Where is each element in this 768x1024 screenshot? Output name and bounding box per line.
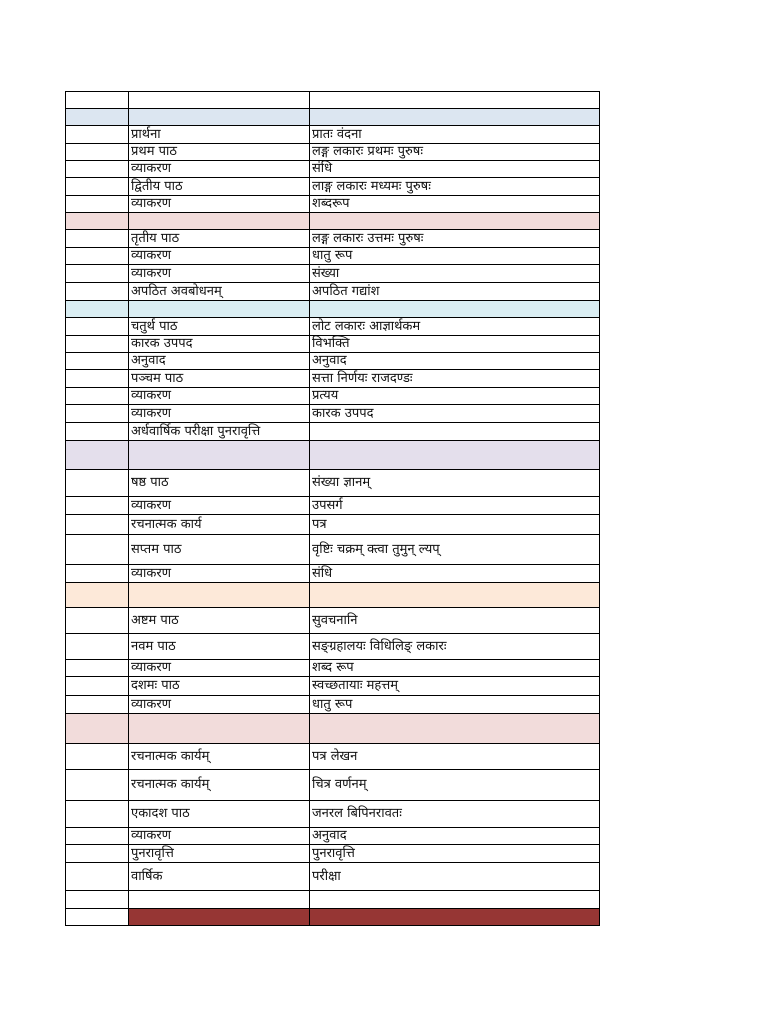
row-number-cell — [66, 213, 129, 230]
content-cell: संख्या — [310, 265, 600, 283]
topic-cell — [129, 301, 310, 318]
table-row — [66, 336, 600, 353]
table-row — [66, 744, 600, 770]
content-cell: अनुवाद — [310, 828, 600, 845]
row-number-cell — [66, 497, 129, 515]
row-number-cell — [66, 196, 129, 213]
topic-cell: व्याकरण — [129, 696, 310, 714]
topic-cell: कारक उपपद — [129, 336, 310, 353]
row-number-cell — [66, 696, 129, 714]
topic-cell: व्याकरण — [129, 388, 310, 405]
table-row — [66, 144, 600, 161]
content-cell: अनुवाद — [310, 353, 600, 370]
section-band-row — [66, 714, 600, 744]
content-cell — [310, 423, 600, 441]
table-row — [66, 318, 600, 336]
row-number-cell — [66, 405, 129, 423]
content-cell — [310, 583, 600, 608]
row-number-cell — [66, 178, 129, 196]
content-cell: लाङ्ग लकारः मध्यमः पुरुषः — [310, 178, 600, 196]
content-cell: जनरल बिपिनरावतः — [310, 801, 600, 828]
topic-cell: अष्टम पाठ — [129, 608, 310, 634]
row-number-cell — [66, 283, 129, 301]
topic-cell: अपठित अवबोधनम् — [129, 283, 310, 301]
content-cell: संधि — [310, 565, 600, 583]
content-cell — [310, 109, 600, 126]
table-row — [66, 497, 600, 515]
table-row — [66, 161, 600, 178]
section-band-row — [66, 213, 600, 230]
table-row — [66, 770, 600, 801]
content-cell: चित्र वर्णनम् — [310, 770, 600, 801]
topic-cell: व्याकरण — [129, 565, 310, 583]
content-cell: उपसर्ग — [310, 497, 600, 515]
table-row — [66, 196, 600, 213]
row-number-cell — [66, 677, 129, 696]
table-row — [66, 283, 600, 301]
table-row — [66, 891, 600, 909]
table-row — [66, 92, 600, 109]
table-row — [66, 265, 600, 283]
table-row — [66, 863, 600, 891]
topic-cell: व्याकरण — [129, 828, 310, 845]
table-row — [66, 405, 600, 423]
row-number-cell — [66, 353, 129, 370]
topic-cell: चतुर्थ पाठ — [129, 318, 310, 336]
row-number-cell — [66, 608, 129, 634]
row-number-cell — [66, 470, 129, 497]
topic-cell — [129, 909, 310, 926]
row-number-cell — [66, 744, 129, 770]
row-number-cell — [66, 565, 129, 583]
content-cell: पुनरावृत्ति — [310, 845, 600, 863]
row-number-cell — [66, 301, 129, 318]
content-cell — [310, 714, 600, 744]
topic-cell — [129, 213, 310, 230]
row-number-cell — [66, 265, 129, 283]
content-cell: शब्द रूप — [310, 660, 600, 677]
topic-cell: प्रथम पाठ — [129, 144, 310, 161]
topic-cell: व्याकरण — [129, 660, 310, 677]
topic-cell: वार्षिक — [129, 863, 310, 891]
topic-cell: रचनात्मक कार्यम् — [129, 744, 310, 770]
section-band-row — [66, 909, 600, 926]
table-row — [66, 677, 600, 696]
content-cell: सङ्ग्रहालयः विधिलिङ् लकारः — [310, 634, 600, 660]
row-number-cell — [66, 535, 129, 565]
content-cell: संख्या ज्ञानम् — [310, 470, 600, 497]
row-number-cell — [66, 161, 129, 178]
row-number-cell — [66, 770, 129, 801]
row-number-cell — [66, 441, 129, 470]
topic-cell: पुनरावृत्ति — [129, 845, 310, 863]
table-row — [66, 535, 600, 565]
row-number-cell — [66, 230, 129, 248]
topic-cell: षष्ठ पाठ — [129, 470, 310, 497]
row-number-cell — [66, 515, 129, 535]
content-cell — [310, 441, 600, 470]
content-cell: विभक्ति — [310, 336, 600, 353]
topic-cell: व्याकरण — [129, 196, 310, 213]
content-cell: शब्दरूप — [310, 196, 600, 213]
row-number-cell — [66, 660, 129, 677]
section-band-row — [66, 301, 600, 318]
content-cell: वृष्टिः चक्रम् क्त्वा तुमुन् ल्यप् — [310, 535, 600, 565]
topic-cell — [129, 92, 310, 109]
topic-cell: तृतीय पाठ — [129, 230, 310, 248]
row-number-cell — [66, 92, 129, 109]
row-number-cell — [66, 863, 129, 891]
topic-cell: व्याकरण — [129, 161, 310, 178]
table-row — [66, 515, 600, 535]
content-cell: पत्र लेखन — [310, 744, 600, 770]
section-band-row — [66, 441, 600, 470]
table-row — [66, 565, 600, 583]
content-cell — [310, 891, 600, 909]
topic-cell: रचनात्मक कार्यम् — [129, 770, 310, 801]
topic-cell: अनुवाद — [129, 353, 310, 370]
content-cell — [310, 92, 600, 109]
row-number-cell — [66, 583, 129, 608]
row-number-cell — [66, 126, 129, 144]
topic-cell — [129, 441, 310, 470]
table-row — [66, 178, 600, 196]
row-number-cell — [66, 144, 129, 161]
row-number-cell — [66, 388, 129, 405]
content-cell: सुवचनानि — [310, 608, 600, 634]
content-cell: सत्ता निर्णयः राजदण्डः — [310, 370, 600, 388]
table-row — [66, 660, 600, 677]
topic-cell: सप्तम पाठ — [129, 535, 310, 565]
topic-cell: व्याकरण — [129, 265, 310, 283]
row-number-cell — [66, 801, 129, 828]
table-row — [66, 423, 600, 441]
table-row — [66, 608, 600, 634]
row-number-cell — [66, 248, 129, 265]
content-cell: संधि — [310, 161, 600, 178]
content-cell: धातु रूप — [310, 248, 600, 265]
content-cell: कारक उपपद — [310, 405, 600, 423]
row-number-cell — [66, 336, 129, 353]
row-number-cell — [66, 423, 129, 441]
content-cell: स्वच्छतायाः महत्तम् — [310, 677, 600, 696]
table-row — [66, 126, 600, 144]
topic-cell: व्याकरण — [129, 405, 310, 423]
topic-cell: द्वितीय पाठ — [129, 178, 310, 196]
table-row — [66, 801, 600, 828]
row-number-cell — [66, 845, 129, 863]
content-cell: परीक्षा — [310, 863, 600, 891]
topic-cell: व्याकरण — [129, 248, 310, 265]
row-number-cell — [66, 909, 129, 926]
section-band-row — [66, 583, 600, 608]
row-number-cell — [66, 109, 129, 126]
table-row — [66, 230, 600, 248]
topic-cell: अर्धवार्षिक परीक्षा पुनरावृत्ति — [129, 423, 310, 441]
content-cell — [310, 909, 600, 926]
table-row — [66, 353, 600, 370]
content-cell: लोट लकारः आज्ञार्थकम — [310, 318, 600, 336]
topic-cell: व्याकरण — [129, 497, 310, 515]
content-cell — [310, 301, 600, 318]
topic-cell: एकादश पाठ — [129, 801, 310, 828]
content-cell: पत्र — [310, 515, 600, 535]
row-number-cell — [66, 318, 129, 336]
content-cell: प्रत्यय — [310, 388, 600, 405]
syllabus-rows — [66, 92, 600, 926]
row-number-cell — [66, 714, 129, 744]
topic-cell — [129, 714, 310, 744]
row-number-cell — [66, 828, 129, 845]
content-cell: अपठित गद्यांश — [310, 283, 600, 301]
content-cell: धातु रूप — [310, 696, 600, 714]
topic-cell: पञ्चम पाठ — [129, 370, 310, 388]
table-row — [66, 828, 600, 845]
content-cell: लङ्ग लकारः उत्तमः पुरुषः — [310, 230, 600, 248]
table-row — [66, 696, 600, 714]
topic-cell: रचनात्मक कार्य — [129, 515, 310, 535]
topic-cell — [129, 109, 310, 126]
content-cell: लङ्ग लकारः प्रथमः पुरुषः — [310, 144, 600, 161]
content-cell: प्रातः वंदना — [310, 126, 600, 144]
topic-cell: दशमः पाठ — [129, 677, 310, 696]
topic-cell: प्रार्थना — [129, 126, 310, 144]
topic-cell — [129, 583, 310, 608]
row-number-cell — [66, 370, 129, 388]
syllabus-table — [65, 91, 600, 926]
row-number-cell — [66, 634, 129, 660]
row-number-cell — [66, 891, 129, 909]
table-row — [66, 388, 600, 405]
content-cell — [310, 213, 600, 230]
table-row — [66, 634, 600, 660]
section-band-row — [66, 109, 600, 126]
table-row — [66, 248, 600, 265]
table-row — [66, 845, 600, 863]
table-row — [66, 370, 600, 388]
topic-cell — [129, 891, 310, 909]
topic-cell: नवम पाठ — [129, 634, 310, 660]
table-row — [66, 470, 600, 497]
